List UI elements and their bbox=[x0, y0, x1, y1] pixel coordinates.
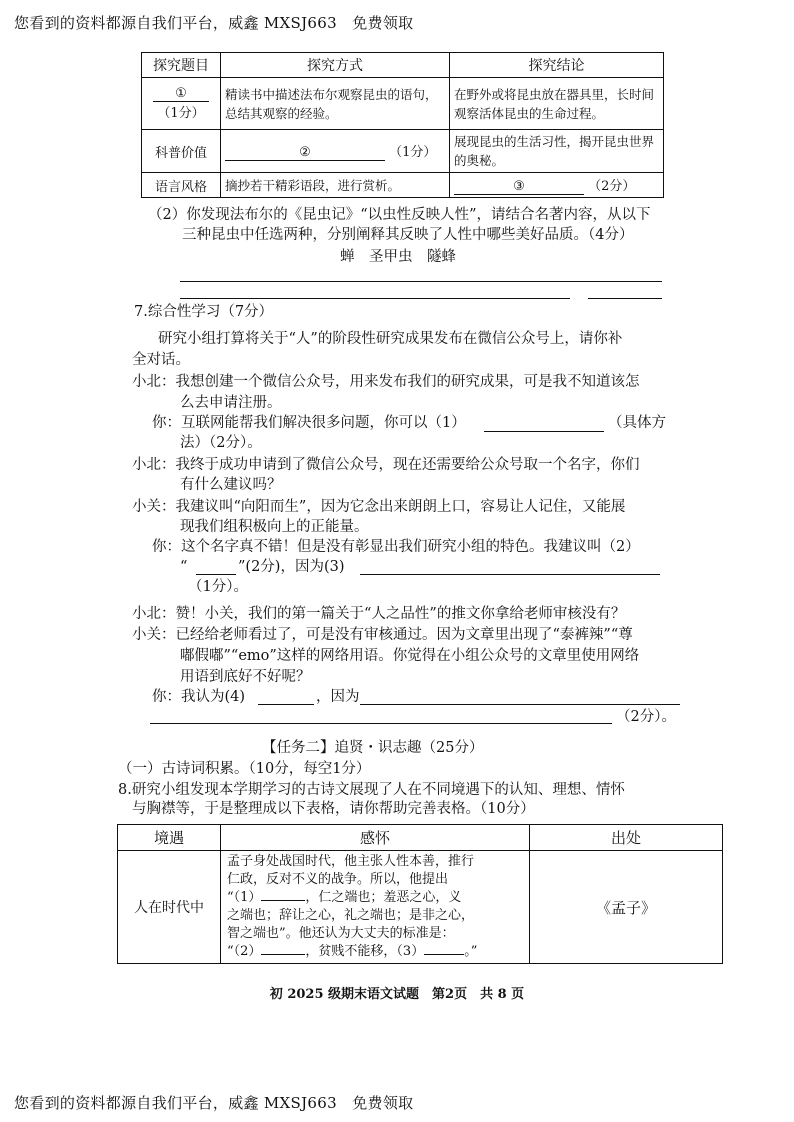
watermark-top: 您看到的资料都源自我们平台，威鑫 MXSJ663 免费领取 bbox=[14, 14, 414, 32]
dialog-line: （2分）。 bbox=[616, 709, 676, 725]
table-row bbox=[118, 851, 723, 964]
header-conclusion: 探究结论 bbox=[450, 53, 664, 78]
task2-title: 【任务二】追贤・识志趣（25分） bbox=[262, 740, 484, 756]
cell-conclusion-3 bbox=[450, 173, 664, 198]
table-row bbox=[142, 173, 664, 198]
header-source: 出处 bbox=[530, 825, 723, 851]
poetry-table-header bbox=[118, 825, 723, 851]
cell-topic-2: 科普价值 bbox=[142, 130, 221, 173]
q7-intro-1: 研究小组打算将关于“人”的阶段性研究成果发布在微信公众号上，请你补 bbox=[158, 331, 623, 347]
dialog-line: 现我们组积极向上的正能量。 bbox=[180, 519, 369, 535]
dialog-line: （具体方 bbox=[608, 415, 666, 431]
q7-intro-2: 全对话。 bbox=[132, 352, 190, 368]
dialog-line: 小北：我想创建一个微信公众号，用来发布我们的研究成果，可是我不知道该怎 bbox=[132, 374, 640, 390]
q6-2-line1: （2）你发现法布尔的《昆虫记》“以虫性反映人性”，请结合名著内容，从以下 bbox=[148, 207, 651, 223]
feel-text: 。” bbox=[464, 944, 478, 959]
q6-2-insects: 蝉 圣甲虫 隧蜂 bbox=[340, 249, 456, 265]
q8-line2: 与胸襟等，于是整理成以下表格，请你帮助完善表格。（10分） bbox=[132, 801, 535, 817]
header-situation: 境遇 bbox=[118, 825, 221, 851]
answer-blank-4 bbox=[258, 704, 314, 705]
cell-topic-1 bbox=[142, 78, 221, 130]
feel-line: 孟子身处战国时代，他主张人性本善，推行 bbox=[227, 854, 475, 869]
cell-method-2 bbox=[221, 130, 450, 173]
q8-line1: 8.研究小组发现本学期学习的古诗文展现了人在不同境遇下的认知、理想、情怀 bbox=[118, 782, 625, 798]
answer-blank-3 bbox=[360, 574, 660, 575]
feel-text: ，仁之端也；羞恶之心，义 bbox=[305, 890, 462, 905]
dialog-quote-open: “ bbox=[180, 559, 188, 575]
inquiry-table bbox=[141, 52, 664, 198]
answer-line bbox=[180, 298, 570, 299]
cell-feeling bbox=[221, 851, 530, 964]
cell-method-3: 摘抄若干精彩语段，进行赏析。 bbox=[221, 173, 450, 198]
header-topic: 探究题目 bbox=[142, 53, 221, 78]
dialog-line: 你：这个名字真不错！但是没有彰显出我们研究小组的特色。我建议叫（2） bbox=[152, 539, 640, 555]
score-1: （1分） bbox=[157, 106, 205, 121]
feel-line: 之端也；辞让之心，礼之端也；是非之心， bbox=[227, 908, 475, 923]
feel-line bbox=[227, 943, 523, 961]
feel-text: ，贫贱不能移，（3） bbox=[305, 944, 425, 959]
table-row bbox=[142, 130, 664, 173]
cell-method-1: 精读书中描述法布尔观察昆虫的语句，总结其观察的经验。 bbox=[221, 78, 450, 130]
cell-situation: 人在时代中 bbox=[118, 851, 221, 964]
blank-3: ③ bbox=[454, 179, 584, 195]
q6-2-line2: 三种昆虫中任选两种，分别阐释其反映了人性中哪些美好品质。（4分） bbox=[182, 227, 634, 243]
task2-sub: （一）古诗词积累。（10分，每空1分） bbox=[118, 761, 371, 777]
blank-poem-1 bbox=[261, 900, 305, 901]
poetry-table bbox=[117, 824, 723, 964]
header-method: 探究方式 bbox=[221, 53, 450, 78]
dialog-line: 有什么建议吗？ bbox=[180, 477, 282, 493]
cell-conclusion-2: 展现昆虫的生活习性，揭开昆虫世界的奥秘。 bbox=[450, 130, 664, 173]
dialog-line: （1分）。 bbox=[188, 579, 248, 595]
dialog-line: 小关：已经给老师看过了，可是没有审核通过。因为文章里出现了“泰裤辣”“尊 bbox=[132, 627, 633, 643]
dialog-line: ”(2分)，因为(3) bbox=[238, 559, 345, 575]
dialog-line: 小关：我建议叫“向阳而生”，因为它念出来朗朗上口，容易让人记住，又能展 bbox=[132, 499, 626, 515]
feel-text: “（1） bbox=[227, 890, 262, 905]
blank-2: ② bbox=[225, 145, 385, 161]
answer-blank-1 bbox=[484, 431, 604, 432]
score-2: （1分） bbox=[389, 145, 437, 160]
answer-blank-2 bbox=[196, 574, 236, 575]
table-row bbox=[142, 78, 664, 130]
answer-line bbox=[150, 723, 612, 724]
dialog-line: 嘟假嘟”“emo”这样的网络用语。你觉得在小组公众号的文章里使用网络 bbox=[180, 648, 640, 664]
inquiry-table-header bbox=[142, 53, 664, 78]
dialog-line: 你：我认为(4) bbox=[152, 689, 246, 705]
dialog-line: 小北：我终于成功申请到了微信公众号，现在还需要给公众号取一个名字，你们 bbox=[132, 457, 640, 473]
answer-line bbox=[180, 281, 662, 282]
dialog-line: 你：互联网能帮我们解决很多问题，你可以（1） bbox=[152, 415, 466, 431]
cell-topic-3: 语言风格 bbox=[142, 173, 221, 198]
score-3: （2分） bbox=[588, 179, 636, 194]
dialog-line: 小北：赞！小关，我们的第一篇关于“人之品性”的推文你拿给老师审核没有？ bbox=[132, 606, 626, 622]
dialog-line: 法）（2分）。 bbox=[180, 435, 262, 451]
header-feeling: 感怀 bbox=[221, 825, 530, 851]
feel-line: 智之端也”。他还认为大丈夫的标准是： bbox=[227, 926, 455, 941]
q7-title: 7.综合性学习（7分） bbox=[134, 304, 274, 320]
dialog-line: 用语到底好不好呢？ bbox=[180, 669, 311, 685]
cell-source: 《孟子》 bbox=[530, 851, 723, 964]
blank-poem-2 bbox=[261, 954, 305, 955]
cell-conclusion-1: 在野外或将昆虫放在器具里，长时间观察活体昆虫的生命过程。 bbox=[450, 78, 664, 130]
blank-poem-3 bbox=[424, 954, 464, 955]
dialog-line: ，因为 bbox=[316, 689, 360, 705]
feel-text: “（2） bbox=[227, 944, 262, 959]
feel-line bbox=[227, 889, 523, 907]
dialog-line: 么去申请注册。 bbox=[180, 395, 282, 411]
answer-line bbox=[360, 704, 680, 705]
watermark-bottom: 您看到的资料都源自我们平台，威鑫 MXSJ663 免费领取 bbox=[14, 1094, 414, 1112]
feel-line: 仁政，反对不义的战争。所以，他提出 bbox=[227, 872, 449, 887]
answer-line bbox=[588, 298, 662, 299]
page-footer: 初 2025 级期末语文试题 第2页 共 8 页 bbox=[269, 987, 525, 1002]
blank-1: ① bbox=[153, 86, 209, 102]
